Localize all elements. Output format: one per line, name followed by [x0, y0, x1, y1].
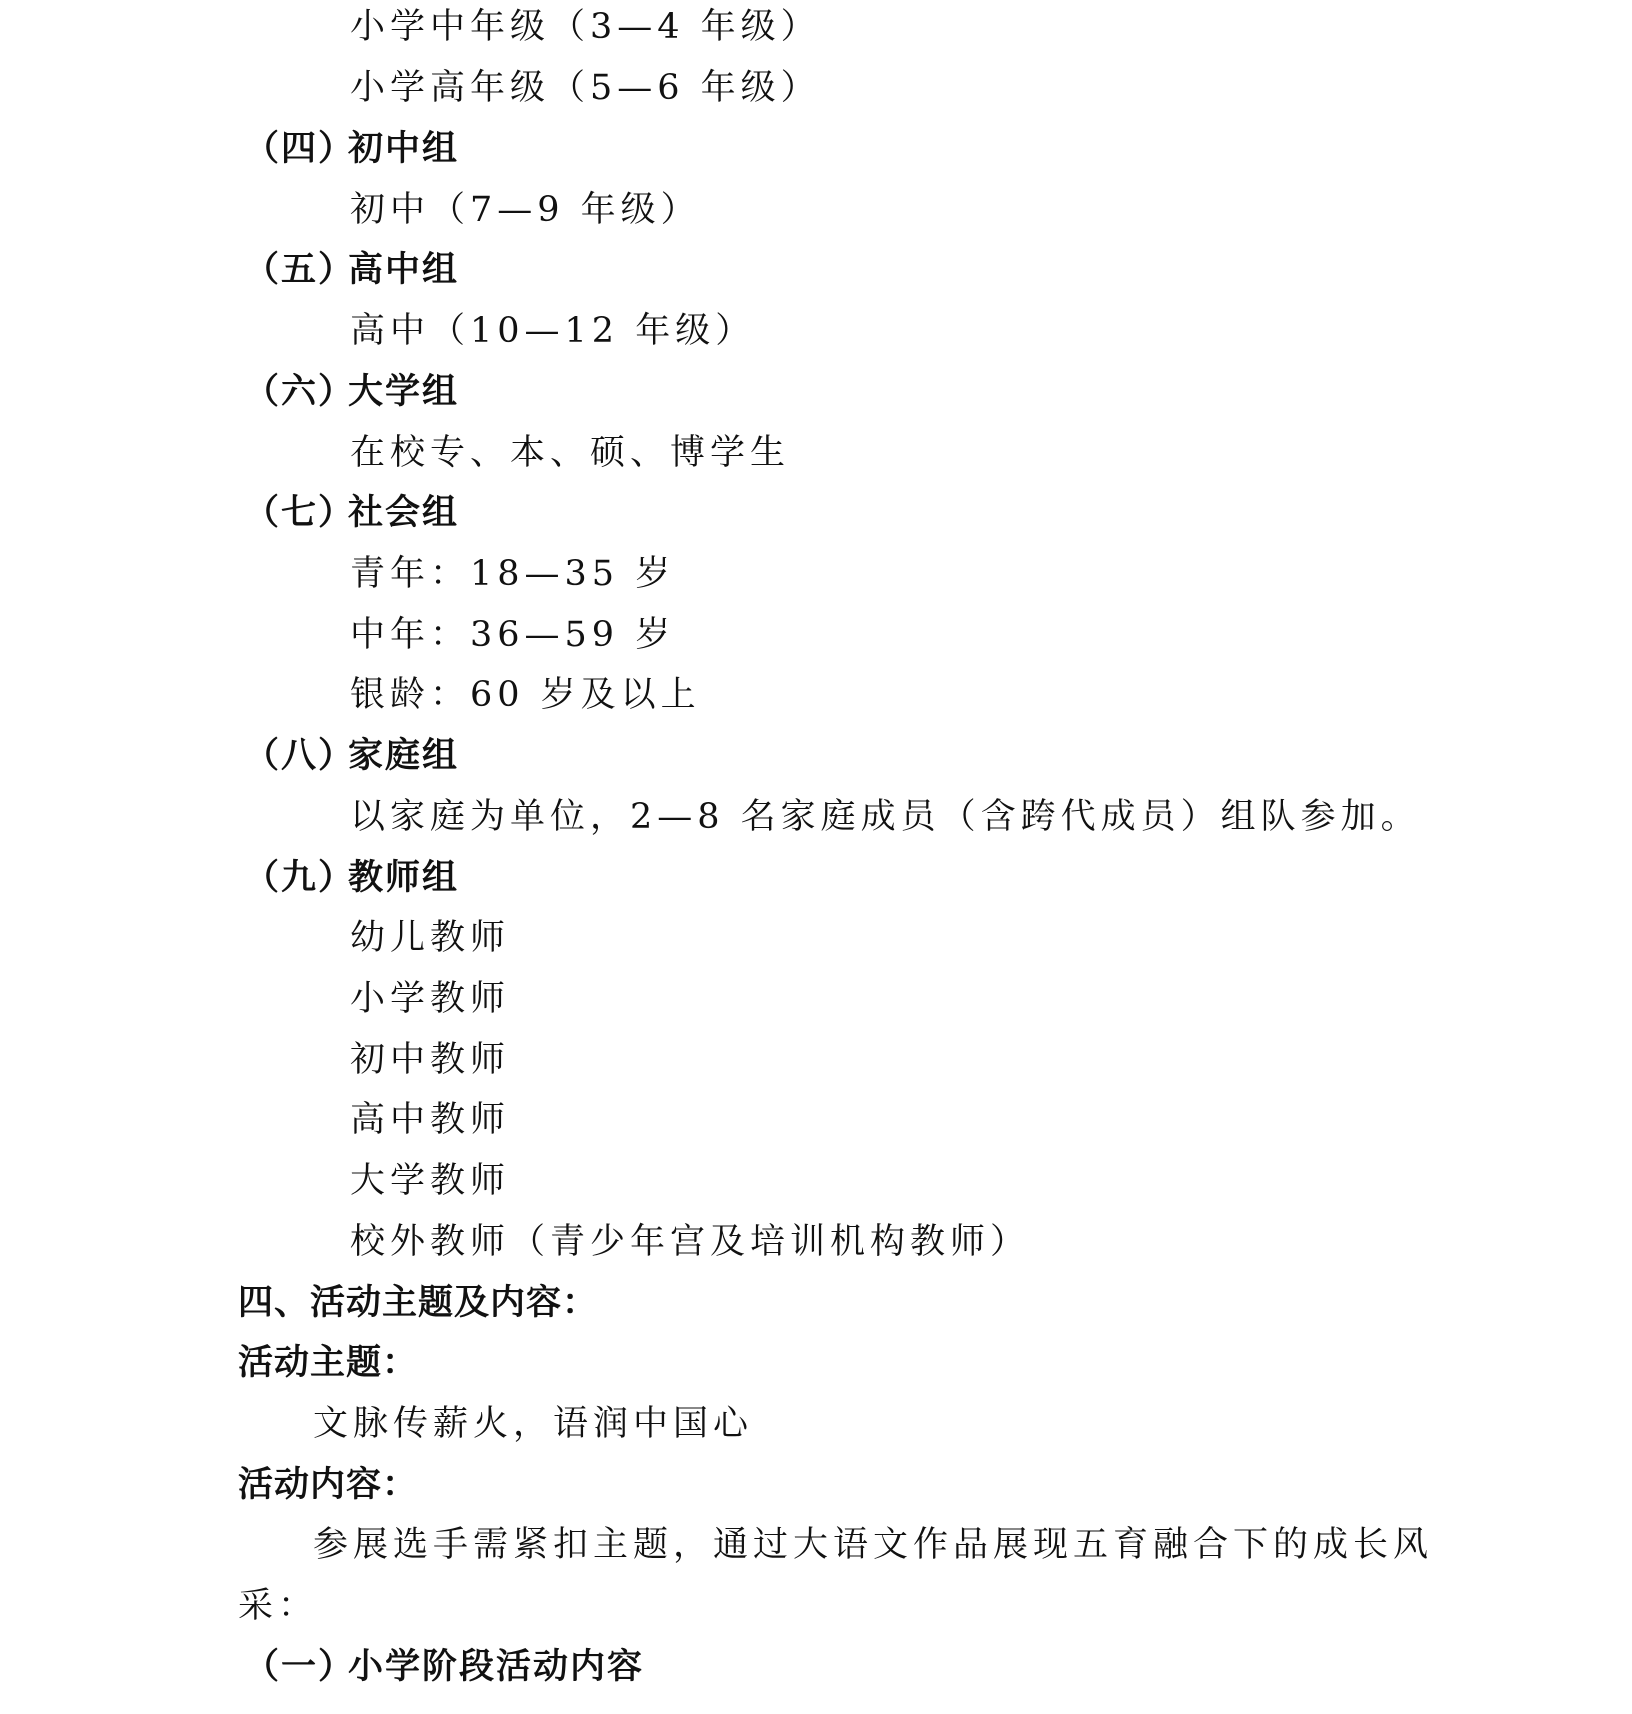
list-item: 初中教师 [350, 1040, 511, 1080]
group-number: （一） [244, 1646, 356, 1687]
group-title: 大学组 [348, 371, 460, 412]
group-heading [244, 240, 459, 300]
list-item: 大学教师 [350, 1161, 511, 1201]
group-heading [244, 1637, 644, 1697]
group-heading [244, 726, 459, 786]
group-number: （五） [244, 249, 356, 290]
group-heading [244, 119, 459, 179]
group-title: 教师组 [348, 857, 460, 898]
list-item: 高中教师 [350, 1100, 511, 1140]
group-number: （九） [244, 857, 356, 898]
section-heading: 活动内容： [238, 1464, 419, 1505]
group-title: 初中组 [348, 128, 460, 169]
list-item: 小学高年级（5—6 年级） [350, 68, 821, 108]
list-item: 小学教师 [350, 979, 511, 1019]
list-item: 青年：18—35 岁 [350, 554, 676, 594]
section-heading: 四、活动主题及内容： [238, 1282, 599, 1323]
list-item: 校外教师（青少年宫及培训机构教师） [350, 1222, 1031, 1262]
paragraph-continuation: 采： [238, 1586, 319, 1626]
group-number: （八） [244, 735, 356, 776]
paragraph: 文脉传薪火，语润中国心 [313, 1404, 754, 1444]
group-title: 社会组 [348, 492, 460, 533]
list-item: 高中（10—12 年级） [350, 311, 756, 351]
group-title: 小学阶段活动内容 [348, 1646, 645, 1687]
group-number: （四） [244, 128, 356, 169]
group-number: （七） [244, 492, 356, 533]
group-number: （六） [244, 371, 356, 412]
section-heading: 活动主题： [238, 1342, 419, 1383]
list-item: 小学中年级（3—4 年级） [350, 7, 821, 47]
group-heading [244, 848, 459, 908]
list-item: 幼儿教师 [350, 918, 511, 958]
group-heading [244, 362, 459, 422]
list-item: 以家庭为单位，2—8 名家庭成员（含跨代成员）组队参加。 [350, 797, 1421, 837]
list-item: 初中（7—9 年级） [350, 190, 701, 230]
group-title: 高中组 [348, 249, 460, 290]
list-item: 银龄：60 岁及以上 [350, 675, 701, 715]
list-item: 中年：36—59 岁 [350, 615, 676, 655]
paragraph: 参展选手需紧扣主题，通过大语文作品展现五育融合下的成长风 [313, 1525, 1434, 1565]
group-title: 家庭组 [348, 735, 460, 776]
list-item: 在校专、本、硕、博学生 [350, 433, 791, 473]
group-heading [244, 483, 459, 543]
